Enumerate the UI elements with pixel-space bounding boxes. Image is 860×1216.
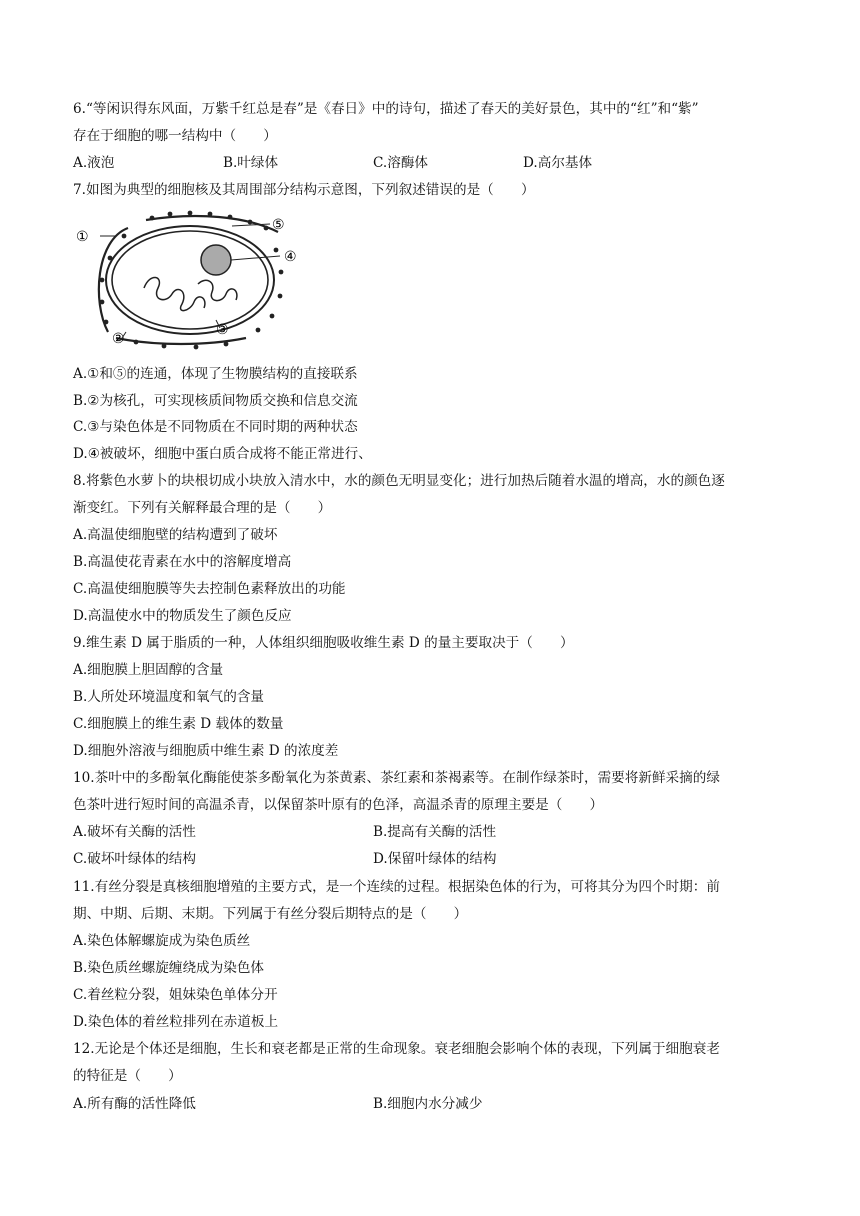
- er-top-arc: [146, 216, 278, 232]
- nuclear-envelope-inner: [112, 231, 268, 329]
- q10-option-b: B.提高有关酶的活性: [373, 824, 497, 840]
- q7-stem: 7.如图为典型的细胞核及其周围部分结构示意图，下列叙述错误的是（ ）: [73, 182, 535, 198]
- q11-option-b: B.染色质丝螺旋缠绕成为染色体: [73, 960, 265, 976]
- q10-option-d: D.保留叶绿体的结构: [373, 851, 497, 867]
- q11-stem-line1: 11.有丝分裂是真核细胞增殖的主要方式，是一个连续的过程。根据染色体的行为，可将其分为四个时期：前: [73, 879, 720, 895]
- q6-stem-line2: 存在于细胞的哪一结构中（ ）: [73, 128, 277, 144]
- q9-stem: 9.维生素 D 属于脂质的一种，人体组织细胞吸收维生素 D 的量主要取决于（ ）: [73, 635, 574, 651]
- q9-option-c: C.细胞膜上的维生素 D 载体的数量: [73, 716, 284, 732]
- nucleus-diagram: [66, 210, 306, 350]
- nucleus-diagram-svg: [66, 210, 306, 350]
- q8-stem-line2: 渐变红。下列有关解释最合理的是（ ）: [73, 500, 332, 516]
- q10-stem-line1: 10.茶叶中的多酚氧化酶能使茶多酚氧化为茶黄素、茶红素和茶褐素等。在制作绿茶时，需要将新鲜采摘的绿: [73, 770, 720, 786]
- nuclear-envelope-outer: [106, 226, 274, 334]
- label-3: ③: [216, 322, 229, 338]
- q10-stem-line2: 色茶叶进行短时间的高温杀青，以保留茶叶原有的色泽，高温杀青的原理主要是（ ）: [73, 797, 604, 813]
- leader-4: [231, 256, 280, 260]
- q11-option-d: D.染色体的着丝粒排列在赤道板上: [73, 1014, 279, 1030]
- q8-option-d: D.高温使水中的物质发生了颜色反应: [73, 608, 292, 624]
- q9-option-a: A.细胞膜上胆固醇的含量: [73, 662, 224, 678]
- q8-option-c: C.高温使细胞膜等失去控制色素释放出的功能: [73, 581, 346, 597]
- label-2: ②: [112, 331, 125, 347]
- q11-stem-line2: 期、中期、后期、末期。下列属于有丝分裂后期特点的是（ ）: [73, 906, 468, 922]
- q8-option-b: B.高温使花青素在水中的溶解度增高: [73, 554, 292, 570]
- q6-option-a: A.液泡: [73, 155, 115, 171]
- q6-stem-line1: 6.“等闲识得东风面，万紫千红总是春”是《春日》中的诗句，描述了春天的美好景色，其中的“红”和“紫”: [73, 101, 699, 117]
- label-4: ④: [284, 249, 297, 265]
- label-1: ①: [76, 229, 89, 245]
- q12-option-a: A.所有酶的活性降低: [73, 1096, 196, 1112]
- q12-stem-line2: 的特征是（ ）: [73, 1068, 182, 1084]
- q10-option-c: C.破坏叶绿体的结构: [73, 851, 196, 867]
- q6-option-c: C.溶酶体: [373, 155, 429, 171]
- q12-option-b: B.细胞内水分减少: [373, 1096, 483, 1112]
- chromatin: [144, 277, 205, 310]
- q7-option-a: A.①和⑤的连通，体现了生物膜结构的直接联系: [73, 366, 358, 382]
- q6-option-d: D.高尔基体: [523, 155, 593, 171]
- q7-option-b: B.②为核孔，可实现核质间物质交换和信息交流: [73, 393, 358, 409]
- q9-option-b: B.人所处环境温度和氧气的含量: [73, 689, 265, 705]
- q6-option-b: B.叶绿体: [223, 155, 279, 171]
- q11-option-c: C.着丝粒分裂，姐妹染色单体分开: [73, 987, 278, 1003]
- q7-option-d: D.④被破坏，细胞中蛋白质合成将不能正常进行、: [73, 446, 372, 462]
- q11-option-a: A.染色体解螺旋成为染色质丝: [73, 933, 251, 949]
- nucleolus: [201, 245, 231, 275]
- q12-stem-line1: 12.无论是个体还是细胞，生长和衰老都是正常的生命现象。衰老细胞会影响个体的表现，下列属于细胞衰老: [73, 1041, 720, 1057]
- q7-option-c: C.③与染色体是不同物质在不同时期的两种状态: [73, 419, 358, 435]
- q9-option-d: D.细胞外溶液与细胞质中维生素 D 的浓度差: [73, 743, 339, 759]
- q8-stem-line1: 8.将紫色水萝卜的块根切成小块放入清水中，水的颜色无明显变化；进行加热后随着水温的增高，水的颜色逐: [73, 473, 725, 489]
- q8-option-a: A.高温使细胞壁的结构遭到了破坏: [73, 527, 278, 543]
- q10-option-a: A.破坏有关酶的活性: [73, 824, 196, 840]
- chromatin-2: [198, 280, 237, 300]
- label-5: ⑤: [272, 217, 285, 233]
